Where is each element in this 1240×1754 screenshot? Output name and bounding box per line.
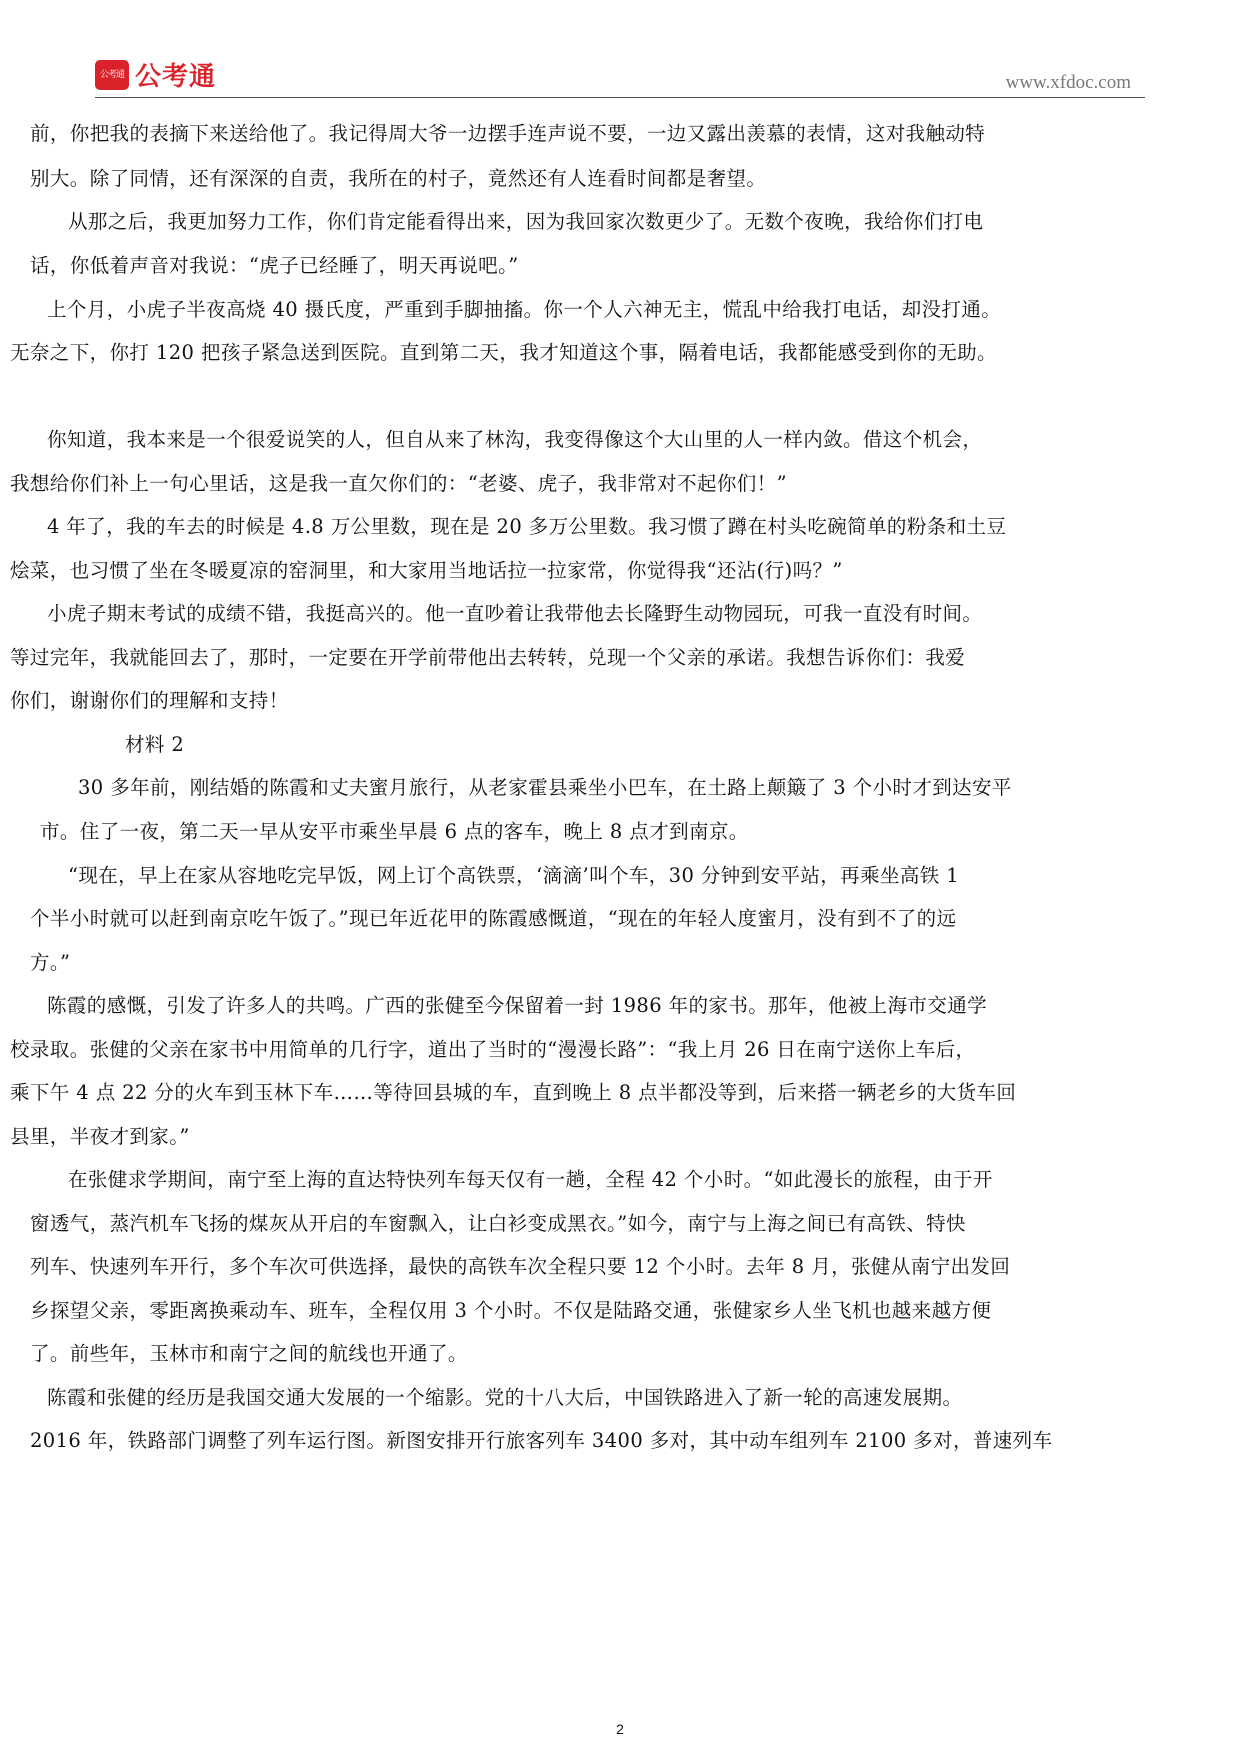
logo-badge: 公考通 [95, 60, 129, 90]
text-line: 你知道，我本来是一个很爱说笑的人，但自从来了林沟，我变得像这个大山里的人一样内敛。借这个机会， [47, 428, 983, 451]
text-line: 了。前些年，玉林市和南宁之间的航线也开通了。 [30, 1342, 468, 1365]
text-line: 2016 年，铁路部门调整了列车运行图。新图安排开行旅客列车 3400 多对，其中动车组列车 2100 多对，普速列车 [30, 1429, 1053, 1452]
text-line: 乘下午 4 点 22 分的火车到玉林下车……等待回县城的车，直到晚上 8 点半都没等到，后来搭一辆老乡的大货车回 [10, 1081, 1017, 1104]
site-url: www.xfdoc.com [1005, 72, 1131, 93]
text-line: 乡探望父亲，零距离换乘动车、班车，全程仅用 3 个小时。不仅是陆路交通，张健家乡人坐飞机也越来越方便 [30, 1299, 992, 1322]
text-line: 话，你低着声音对我说：“虎子已经睡了，明天再说吧。” [30, 254, 519, 277]
text-line: 列车、快速列车开行，多个车次可供选择，最快的高铁车次全程只要 12 个小时。去年 8 月，张健从南宁出发回 [30, 1255, 1011, 1278]
text-line: 在张健求学期间，南宁至上海的直达特快列车每天仅有一趟，全程 42 个小时。“如此漫长的旅程，由于开 [68, 1168, 993, 1191]
text-line: 陈霞的感慨，引发了许多人的共鸣。广西的张健至今保留着一封 1986 年的家书。那年，他被上海市交通学 [47, 994, 988, 1017]
text-line: 市。住了一夜，第二天一早从安平市乘坐早晨 6 点的客车，晚上 8 点才到南京。 [40, 820, 749, 843]
text-line: 方。” [30, 951, 71, 974]
text-line: 我想给你们补上一句心里话，这是我一直欠你们的：“老婆、虎子，我非常对不起你们！” [10, 472, 787, 495]
logo-text: 公考通 [135, 62, 217, 92]
text-line: 从那之后，我更加努力工作，你们肯定能看得出来，因为我回家次数更少了。无数个夜晚，我给你们打电 [68, 210, 984, 233]
text-line: 个半小时就可以赶到南京吃午饭了。”现已年近花甲的陈霞感慨道，“现在的年轻人度蜜月，没有到不了的远 [30, 907, 957, 930]
text-line: 你们，谢谢你们的理解和支持！ [10, 689, 289, 712]
text-line: 30 多年前，刚结婚的陈霞和丈夫蜜月旅行，从老家霍县乘坐小巴车，在土路上颠簸了 3 个小时才到达安平 [78, 776, 1012, 799]
page-header [95, 60, 1145, 100]
text-line: 上个月，小虎子半夜高烧 40 摄氏度，严重到手脚抽搐。你一个人六神无主，慌乱中给我打电话，却没打通。 [47, 298, 1002, 321]
text-line: 4 年了，我的车去的时候是 4.8 万公里数，现在是 20 多万公里数。我习惯了蹲在村头吃碗简单的粉条和土豆 [47, 515, 1007, 538]
section-heading: 材料 2 [125, 733, 185, 756]
text-line: 陈霞和张健的经历是我国交通大发展的一个缩影。党的十八大后，中国铁路进入了新一轮的高速发展期。 [47, 1386, 963, 1409]
text-line: 等过完年，我就能回去了，那时，一定要在开学前带他出去转转，兑现一个父亲的承诺。我想告诉你们：我爱 [10, 646, 966, 669]
text-line: 别大。除了同情，还有深深的自责，我所在的村子，竟然还有人连看时间都是奢望。 [30, 167, 767, 190]
text-line: 前，你把我的表摘下来送给他了。我记得周大爷一边摆手连声说不要，一边又露出羡慕的表情，这对我触动特 [30, 122, 986, 145]
text-line: “现在，早上在家从容地吃完早饭，网上订个高铁票，‘滴滴’叫个车，30 分钟到安平站，再乘坐高铁 1 [68, 864, 960, 887]
text-line: 小虎子期末考试的成绩不错，我挺高兴的。他一直吵着让我带他去长隆野生动物园玩，可我一直没有时间。 [47, 602, 983, 625]
header-divider [95, 97, 1145, 98]
text-line: 烩菜，也习惯了坐在冬暖夏凉的窑洞里，和大家用当地话拉一拉家常，你觉得我“还沾(行)吗？” [10, 559, 843, 582]
text-line: 窗透气，蒸汽机车飞扬的煤灰从开启的车窗飘入，让白衫变成黑衣。”如今，南宁与上海之间已有高铁、特快 [30, 1212, 966, 1235]
page-number: 2 [616, 1721, 624, 1737]
text-line: 校录取。张健的父亲在家书中用简单的几行字，道出了当时的“漫漫长路”：“我上月 26 日在南宁送你上车后， [10, 1038, 976, 1061]
text-line: 县里，半夜才到家。” [10, 1125, 190, 1148]
text-line: 无奈之下，你打 120 把孩子紧急送到医院。直到第二天，我才知道这个事，隔着电话，我都能感受到你的无助。 [10, 341, 997, 364]
